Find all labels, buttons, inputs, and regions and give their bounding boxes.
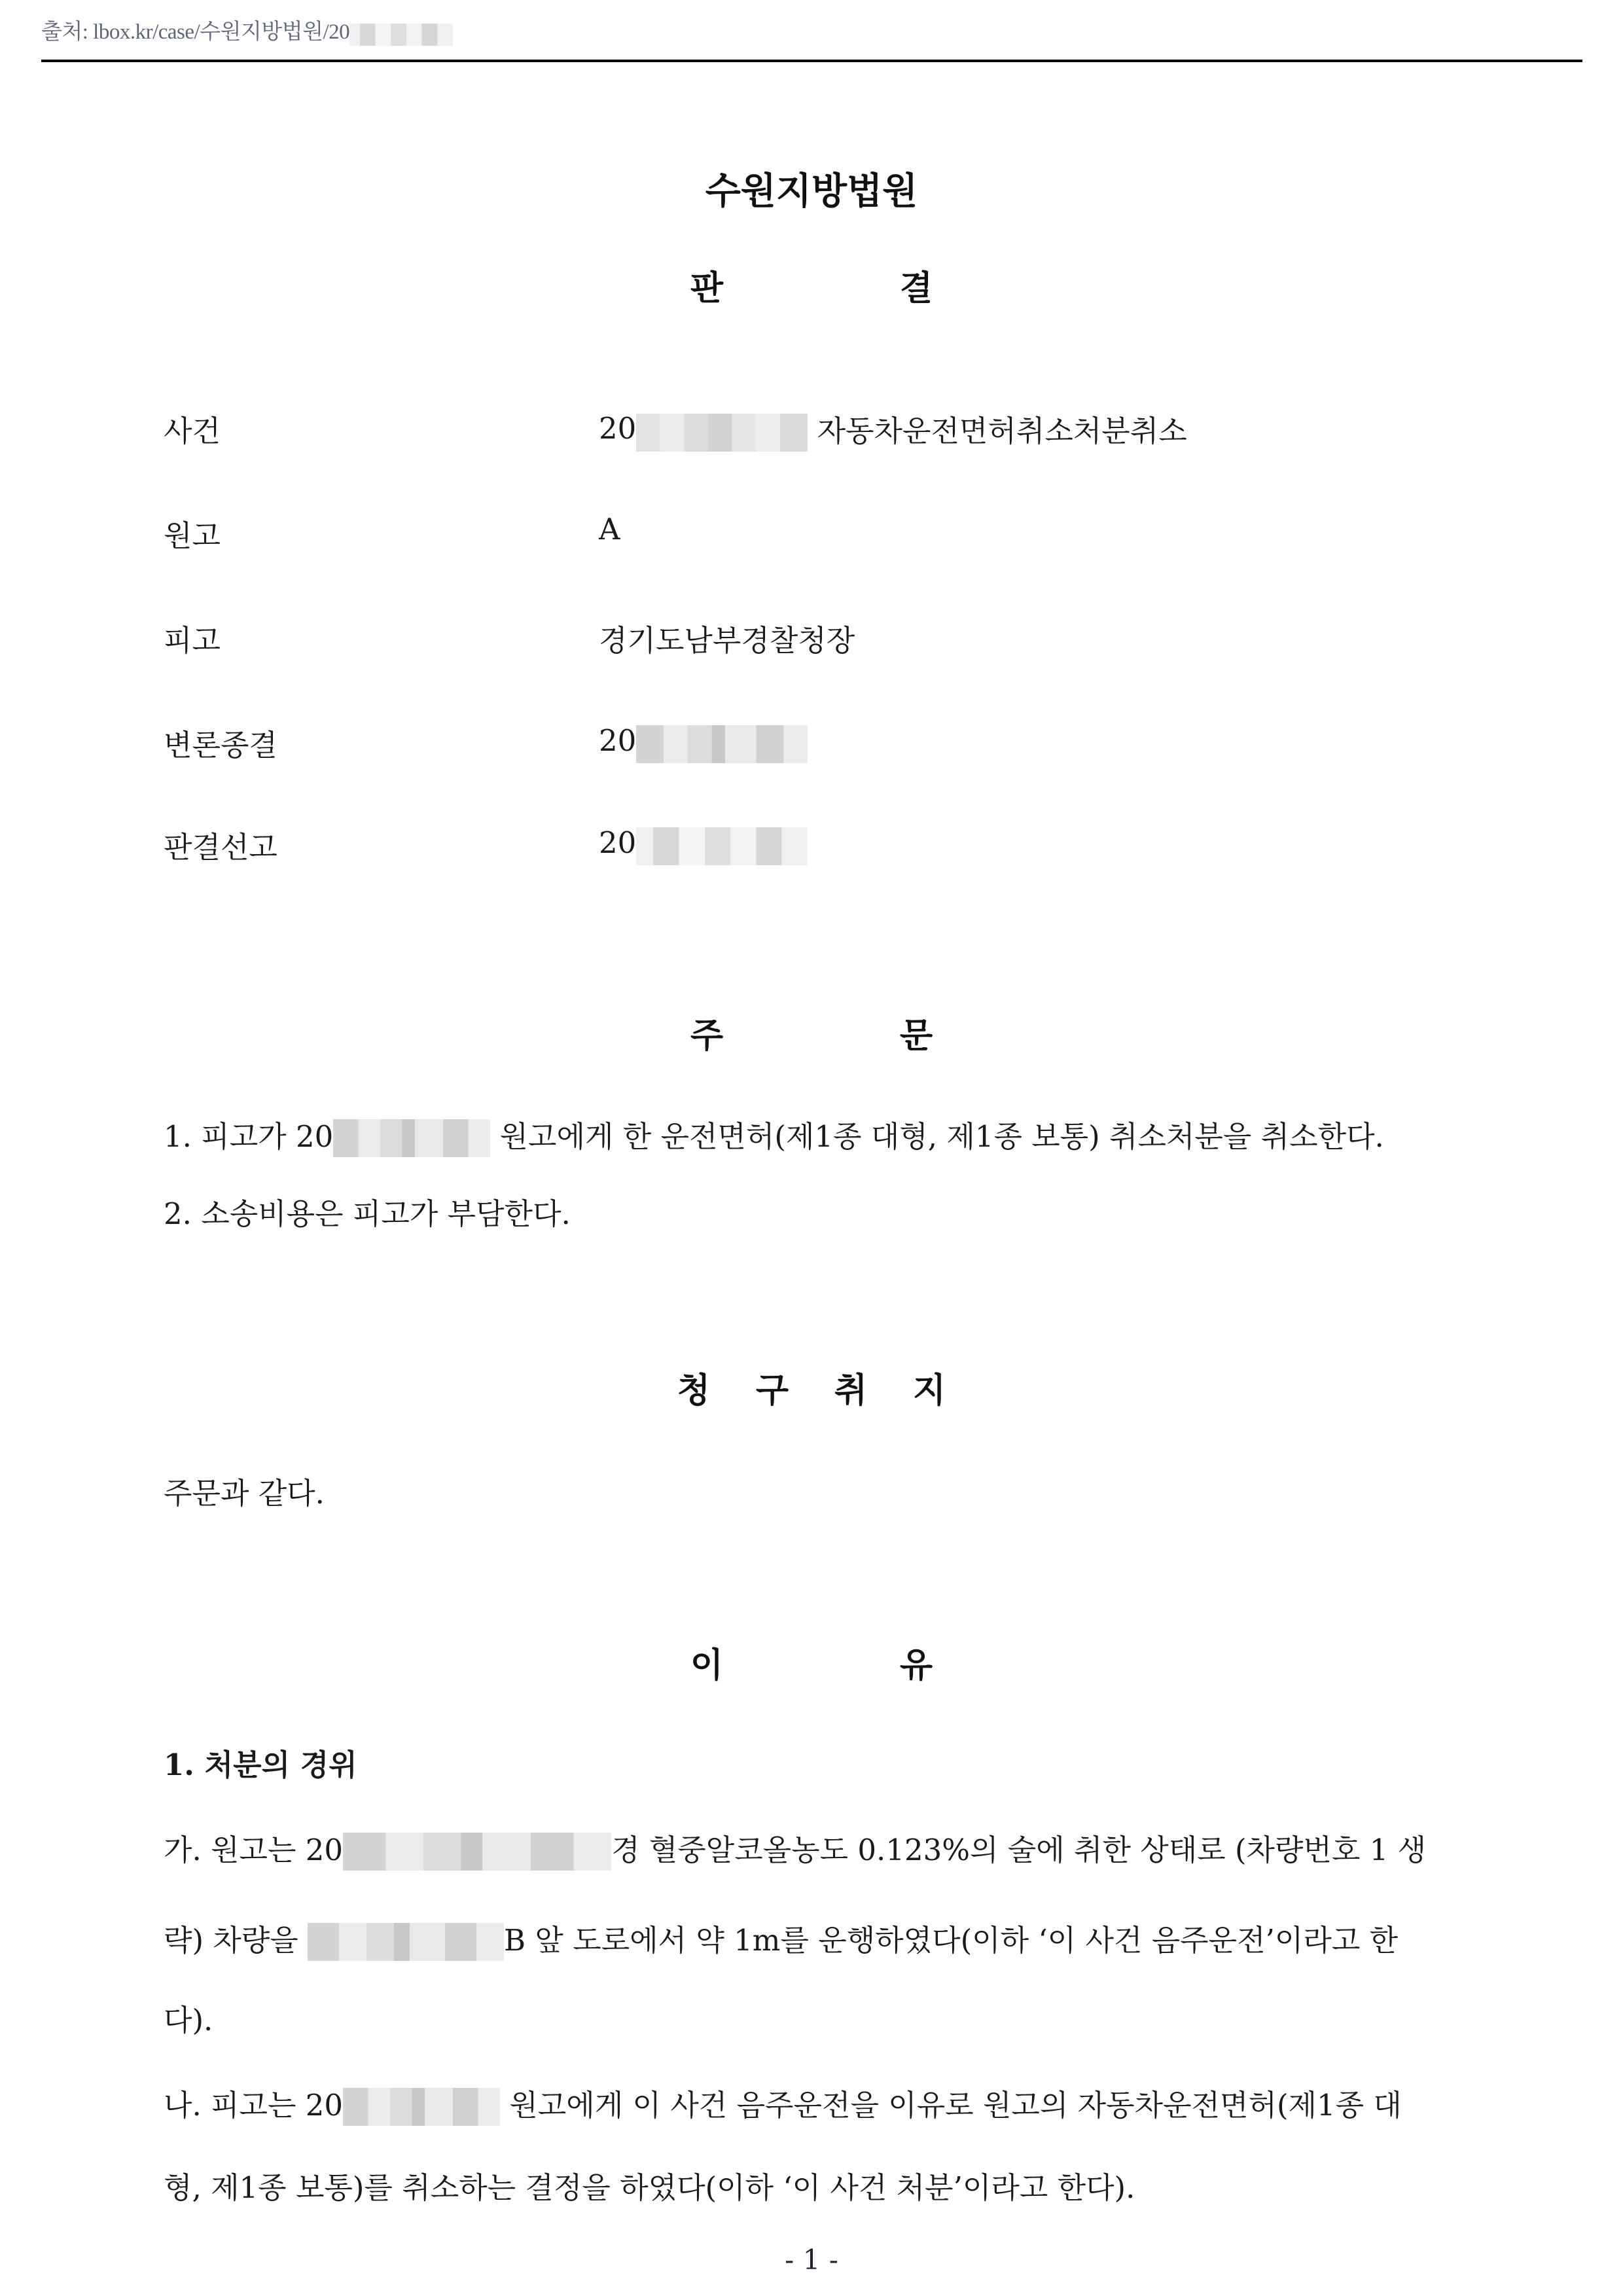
heading-char: 청 (677, 1371, 711, 1410)
reason-line-prefix: 가. 원고는 20 (164, 1833, 344, 1867)
order-item-prefix: 1. 피고가 20 (164, 1119, 334, 1154)
redacted-block (636, 414, 808, 452)
claim-text: 주문과 같다. (164, 1476, 325, 1511)
meta-value-plaintiff: A (599, 512, 620, 547)
reason-line-prefix: 나. 피고는 20 (164, 2088, 344, 2123)
heading-char: 유 (899, 1646, 933, 1685)
order-heading (0, 1008, 1623, 1057)
meta-label-closing-date: 변론종결 (164, 728, 277, 762)
meta-value-judgment-date (599, 823, 808, 861)
closing-date-prefix: 20 (599, 723, 637, 758)
meta-value-case (599, 407, 1187, 450)
heading-char: 주 (690, 1016, 724, 1056)
reason-line (164, 1916, 1398, 1959)
redacted-block (636, 725, 808, 763)
redacted-block (308, 1923, 504, 1961)
reason-line: 다). (164, 2003, 213, 2037)
order-item-2: 2. 소송비용은 피고가 부담한다. (164, 1196, 571, 1231)
meta-value-closing-date (599, 721, 808, 759)
heading-char: 구 (755, 1371, 789, 1410)
title-char: 결 (899, 269, 933, 308)
heading-char: 이 (690, 1646, 724, 1685)
heading-char: 지 (912, 1371, 946, 1410)
reasons-heading (0, 1638, 1623, 1687)
document-title (0, 260, 1623, 310)
redacted-block (343, 2088, 500, 2126)
redacted-block (333, 1119, 490, 1157)
order-item-1 (164, 1113, 1384, 1155)
reason-line-suffix: 경 혈중알코올농도 0.123%의 술에 취한 상태로 (차량번호 1 생 (611, 1833, 1427, 1867)
order-item-suffix: 원고에게 한 운전면허(제1종 대형, 제1종 보통) 취소처분을 취소한다. (490, 1119, 1384, 1154)
meta-label-judgment-date: 판결선고 (164, 830, 277, 865)
case-number-prefix: 20 (599, 411, 637, 446)
reason-line: 형, 제1종 보통)를 취소하는 결정을 하였다(이하 ‘이 사건 처분’이라고 한다). (164, 2170, 1135, 2205)
heading-char: 취 (834, 1371, 868, 1410)
court-name: 수원지방법원 (705, 170, 918, 213)
meta-value-defendant: 경기도남부경찰청장 (599, 623, 855, 658)
redacted-block (636, 827, 808, 865)
reason-line (164, 1826, 1426, 1869)
source-header (41, 14, 453, 45)
reason-line-suffix: B 앞 도로에서 약 1m를 운행하였다(이하 ‘이 사건 음주운전’이라고 한 (504, 1923, 1399, 1958)
reason-line-prefix: 략) 차량을 (164, 1923, 308, 1958)
meta-label-plaintiff: 원고 (164, 518, 221, 553)
header-divider (41, 60, 1582, 62)
source-label: 출처: lbox.kr/case/수원지방법원/20 (41, 20, 350, 44)
reason-line-suffix: 원고에게 이 사건 음주운전을 이유로 원고의 자동차운전면허(제1종 대 (500, 2088, 1402, 2123)
title-char: 판 (690, 269, 724, 308)
case-name: 자동차운전면허취소처분취소 (808, 414, 1187, 448)
meta-label-case: 사건 (164, 414, 221, 448)
judgment-date-prefix: 20 (599, 825, 637, 860)
redacted-block (343, 1833, 611, 1871)
redacted-block (349, 24, 453, 46)
claim-heading (0, 1363, 1623, 1412)
heading-char: 문 (899, 1016, 933, 1056)
section-title: 1. 처분의 경위 (164, 1748, 357, 1782)
meta-label-defendant: 피고 (164, 623, 221, 658)
page-number: - 1 - (785, 2244, 838, 2276)
reason-line (164, 2081, 1402, 2124)
